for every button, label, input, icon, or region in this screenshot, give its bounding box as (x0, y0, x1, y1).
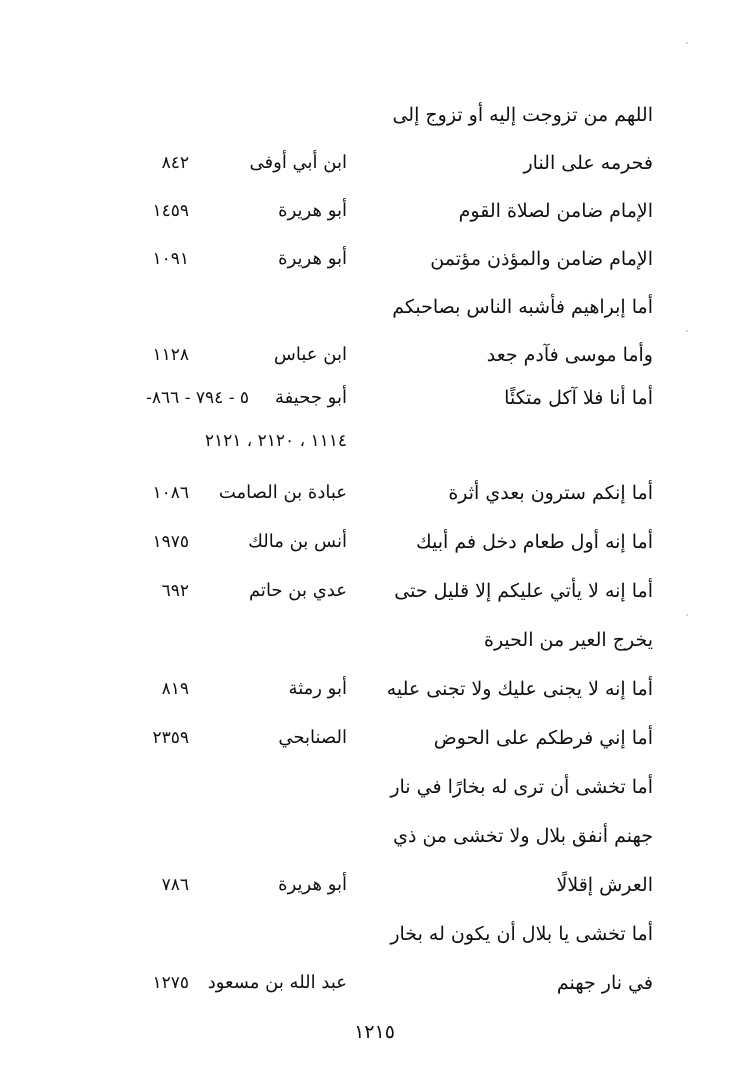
narrator-name: ابن عباس (273, 344, 347, 365)
hadith-text: أما إنه لا يجنى عليك ولا تجنى عليه (386, 678, 653, 700)
narrator-name: عبادة بن الصامت (218, 482, 347, 503)
index-entry (0, 522, 749, 562)
reference-numbers: ٦٩٢ (161, 581, 189, 601)
hadith-text: أما إبراهيم فأشبه الناس بصاحبكم (392, 296, 653, 318)
reference-numbers: ١٢٧٥ (152, 973, 189, 993)
index-entry (0, 816, 749, 856)
reference-numbers: ١٠٨٦ (152, 483, 189, 503)
narrator-name: أنس بن مالك (248, 531, 347, 552)
reference-numbers: ١٩٧٥ (152, 532, 189, 552)
index-entry (0, 239, 749, 279)
page-number: ١٢١٥ (354, 1021, 395, 1043)
reference-numbers: ٢٣٥٩ (152, 728, 189, 748)
reference-numbers: ٨٤٢ (161, 153, 189, 173)
narrator-name: عبد الله بن مسعود (207, 972, 347, 993)
index-entry (0, 914, 749, 954)
index-entry-continuation (0, 421, 749, 461)
hadith-text: فحرمه على النار (523, 152, 653, 174)
narrator-name: عدي بن حاتم (248, 580, 347, 601)
hadith-text: أما إنكم سترون بعدي أثرة (448, 482, 653, 504)
hadith-text: أما أنا فلا آكل متكئًا (504, 387, 653, 409)
margin-speck (686, 614, 688, 616)
hadith-text: أما إنه أول طعام دخل فم أبيك (416, 531, 653, 553)
hadith-text: اللهم من تزوجت إليه أو تزوج إلى (392, 104, 653, 126)
index-entry (0, 571, 749, 611)
margin-speck (686, 330, 688, 332)
index-entry (0, 335, 749, 375)
index-entry (0, 473, 749, 513)
reference-numbers: ٧٨٦ (161, 875, 189, 895)
narrator-name: أبو رمثة (288, 678, 347, 699)
index-entry (0, 620, 749, 660)
reference-numbers: ١١٢٨ (152, 345, 189, 365)
reference-numbers: ٨١٩ (161, 679, 189, 699)
narrator-name: الصنابحي (278, 727, 347, 748)
hadith-text: أما تخشى يا بلال أن يكون له بخار (390, 923, 653, 945)
index-entry (0, 718, 749, 758)
reference-numbers: ٥ - ٧٩٤ - ٨٦٦- (146, 388, 249, 408)
index-entry (0, 287, 749, 327)
narrator-name: أبو هريرة (278, 200, 347, 221)
index-entry (0, 143, 749, 183)
hadith-text: وأما موسى فآدم جعد (486, 344, 653, 366)
reference-numbers: ١٠٩١ (152, 249, 189, 269)
reference-numbers: ١٤٥٩ (152, 201, 189, 221)
index-entry (0, 767, 749, 807)
hadith-text: أما إني فرطكم على الحوض (433, 727, 653, 749)
hadith-text: الإمام ضامن والمؤذن مؤتمن (430, 248, 653, 270)
hadith-text: العرش إقلالًا (556, 874, 653, 896)
index-entry (0, 95, 749, 135)
hadith-text: أما إنه لا يأتي عليكم إلا قليل حتى (394, 580, 653, 602)
hadith-text: جهنم أنفق بلال ولا تخشى من ذي (393, 825, 653, 847)
narrator-name: ابن أبي أوفى (249, 152, 347, 173)
hadith-text: يخرج العير من الحيرة (483, 629, 653, 651)
narrator-name: أبو هريرة (278, 874, 347, 895)
index-entry (0, 191, 749, 231)
narrator-name: أبو جحيفة (275, 387, 347, 408)
hadith-text: أما تخشى أن ترى له بخارًا في نار (390, 776, 653, 798)
index-entry (0, 669, 749, 709)
margin-speck (686, 42, 688, 44)
index-entry (0, 865, 749, 905)
index-entry (0, 963, 749, 1003)
reference-numbers: ١١١٤ ، ٢١٢٠ ، ٢١٢١ (204, 431, 347, 451)
hadith-text: في نار جهنم (556, 972, 653, 994)
hadith-text: الإمام ضامن لصلاة القوم (458, 200, 653, 222)
index-entry (0, 378, 749, 418)
narrator-name: أبو هريرة (278, 248, 347, 269)
